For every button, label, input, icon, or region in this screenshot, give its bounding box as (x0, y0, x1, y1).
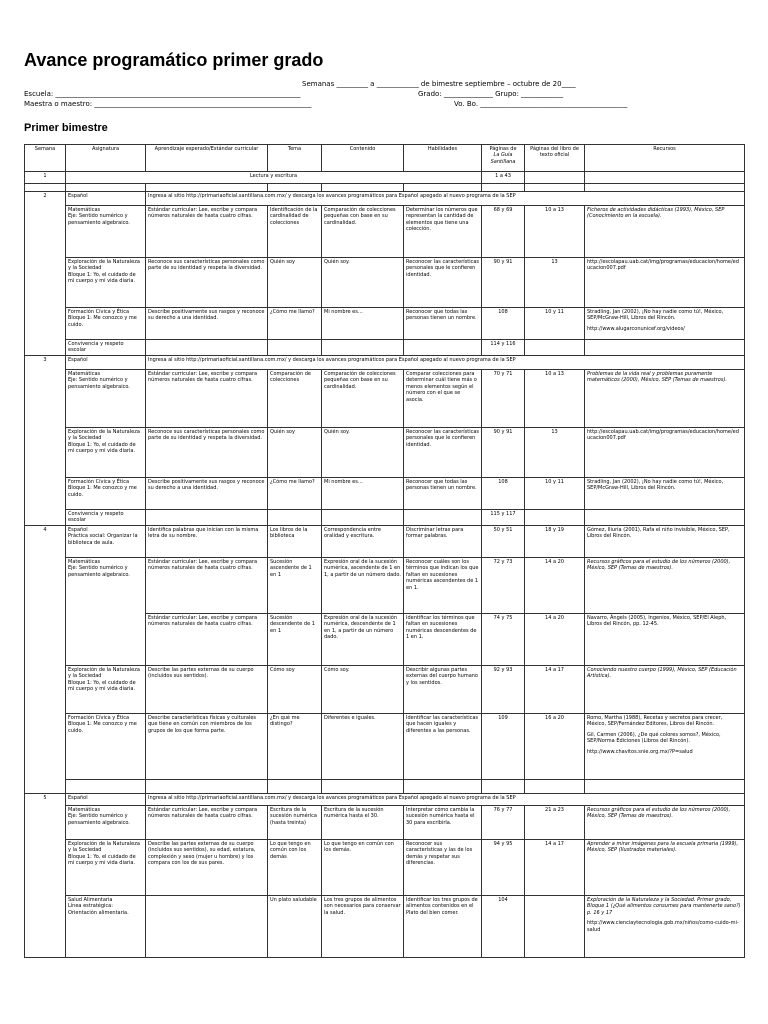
pag-libro-cell: 13 (525, 428, 585, 478)
ingresa-cell: Ingresa al sitio http://primariaoficial.santillana.com.mx/ y descarga los avances programáticos para Español apegado al nuevo programa de la SEP (146, 794, 745, 806)
recursos-cell: Aprender a mirar imágenes para la escuela primaria (1999), México, SEP (Ilustrados materiales). (585, 840, 745, 896)
col-semana: Semana (25, 145, 66, 172)
recursos-cell (585, 308, 745, 340)
col-paginas-guia: Páginas de La Guía Santillana (482, 145, 525, 172)
asignatura-cell: Salud Alimentaria Línea estratégica: Orientación alimentaria. (66, 896, 146, 958)
habilidades-cell: Reconocer que todas las personas tienen un nombre. (404, 308, 482, 340)
semana-cell: 4 (25, 526, 66, 794)
pag-guia-cell: 1 a 43 (482, 172, 525, 184)
aprendizaje-cell: Estándar curricular: Lee, escribe y compara números naturales de hasta cuatro cifras. (146, 558, 268, 614)
semana-cell: 2 (25, 192, 66, 356)
maestro-line: Maestra o maestro: ______________________________________________________________ (24, 100, 312, 108)
pag-libro-cell: 21 a 23 (525, 806, 585, 840)
col-contenido: Contenido (322, 145, 404, 172)
habilidades-cell: Reconocer las características personales que le confieren identidad. (404, 258, 482, 308)
asignatura-cell: Español (66, 794, 146, 806)
table-row (25, 896, 745, 958)
contenido-cell: Expresión oral de la sucesión numérica, ascendente de 1 en 1, a partir de un número dado. (322, 558, 404, 614)
table-row (25, 192, 745, 206)
pag-guia-cell: 115 y 117 (482, 510, 525, 526)
asignatura-cell: Convivencia y respeto escolar (66, 510, 146, 526)
pag-libro-cell: 10 a 13 (525, 370, 585, 428)
aprendizaje-cell: Identifica palabras que inician con la misma letra de su nombre. (146, 526, 268, 558)
asignatura-cell: Exploración de la Naturaleza y la Sociedad Bloque 1: Yo, el cuidado de mi cuerpo y mi vida diaria. (66, 428, 146, 478)
tema-cell: Identificación de la cardinalidad de colecciones (268, 206, 322, 258)
pag-guia-cell: 76 y 77 (482, 806, 525, 840)
asignatura-cell: Exploración de la Naturaleza y la Sociedad Bloque 1: Yo, el cuidado de mi cuerpo y mi vida diaria. (66, 840, 146, 896)
asignatura-cell: Formación Cívica y Ética Bloque 1: Me conozco y me cuido. (66, 714, 146, 780)
table-row (25, 558, 745, 614)
table-row (25, 840, 745, 896)
asignatura-cell: Convivencia y respeto escolar (66, 340, 146, 356)
pag-guia-cell: 92 y 93 (482, 666, 525, 714)
pag-guia-cell: 94 y 95 (482, 840, 525, 896)
vobo-line: Vo. Bo. __________________________________________ (454, 100, 628, 108)
contenido-cell: Mi nombre es… (322, 308, 404, 340)
pag-libro-cell: 18 y 19 (525, 526, 585, 558)
tema-cell: Escritura de la sucesión numérica (hasta treinta) (268, 806, 322, 840)
table-row (25, 526, 745, 558)
habilidades-cell: Determinar los números que representan la cantidad de elementos que tiene una colección. (404, 206, 482, 258)
habilidades-cell: Reconocer cuáles son los términos que indican los que faltan en sucesiones numéricas ascendentes de 1 en 1. (404, 558, 482, 614)
pag-libro-cell: 14 a 17 (525, 840, 585, 896)
recursos-cell (585, 896, 745, 958)
aprendizaje-cell: Describe características físicas y culturales que tiene en común con miembros de los grupos de los que forma parte. (146, 714, 268, 780)
recursos-cell: Conociendo nuestro cuerpo (1999), México, SEP (Educación Artística). (585, 666, 745, 714)
section-title: Primer bimestre (24, 122, 108, 134)
table-row (25, 206, 745, 258)
tema-cell: Sucesión ascendente de 1 en 1 (268, 558, 322, 614)
asignatura-cell: Matemáticas Eje: Sentido numérico y pensamiento algebraico. (66, 806, 146, 840)
grado-grupo-line: Grado: ______________ Grupo: ____________ (418, 90, 564, 98)
tema-cell: Comparación de colecciones (268, 370, 322, 428)
recursos-cell: Problemas de la vida real y problemas puramente matemáticos (2000), México, SEP (Temas de maestros). (585, 370, 745, 428)
recurso-text: Stradling, Jan (2002), ¡No hay nadie como tú!, México, SEP/McGraw-Hill, Libros del Rincón. (587, 309, 724, 322)
col-tema: Tema (268, 145, 322, 172)
tema-cell: Lo que tengo en común con los demás (268, 840, 322, 896)
table-row (25, 370, 745, 428)
asignatura-cell: Matemáticas Eje: Sentido numérico y pensamiento algebraico. (66, 206, 146, 258)
recursos-cell: Navarro, Ángels (2005), Ingenios, México, SEP/El Aleph, Libros del Rincón, pp. 12-45. (585, 614, 745, 666)
habilidades-cell: Identificar los tres grupos de alimentos contenidos en el Plato del bien comer. (404, 896, 482, 958)
pag-guia-cell: 90 y 91 (482, 258, 525, 308)
tema-cell: ¿Cómo me llamo? (268, 308, 322, 340)
table-row (25, 806, 745, 840)
recursos-cell: Ficheros de actividades didácticas (1993), México, SEP (Conocimiento en la escuela). (585, 206, 745, 258)
recursos-cell: Recursos gráficos para el estudio de los números (2000), México, SEP (Temas de maestros). (585, 806, 745, 840)
habilidades-cell: Identificar las características que hacen iguales y diferentes a las personas. (404, 714, 482, 780)
pag-libro-cell: 10 y 11 (525, 308, 585, 340)
aprendizaje-cell: Estándar curricular: Lee, escribe y compara números naturales de hasta cuatro cifras. (146, 614, 268, 666)
recursos-cell: Recursos gráficos para el estudio de los números (2000), México, SEP (Temas de maestros). (585, 558, 745, 614)
tema-cell: ¿Cómo me llamo? (268, 478, 322, 510)
asignatura-cell: Matemáticas Eje: Sentido numérico y pensamiento algebraico. (66, 558, 146, 666)
asignatura-cell: Español Práctica social: Organizar la biblioteca de aula. (66, 526, 146, 558)
recursos-cell: http://escolapau.uab.cat/img/programas/educacion/home/educacion007.pdf (585, 428, 745, 478)
habilidades-cell: Reconocer las características personales que le confieren identidad. (404, 428, 482, 478)
pag-guia-cell: 90 y 91 (482, 428, 525, 478)
contenido-cell: Mi nombre es… (322, 478, 404, 510)
asignatura-cell: Español (66, 356, 146, 370)
contenido-cell: Lo que tengo en común con los demás. (322, 840, 404, 896)
aprendizaje-cell: Describe las partes externas de su cuerpo (incluidos sus sentidos), su edad, estatura, complexión y sexo (mujer u hombre) y los compara con los de sus pares. (146, 840, 268, 896)
pag-guia-cell: 108 (482, 308, 525, 340)
pag-guia-cell: 72 y 73 (482, 558, 525, 614)
pag-libro-cell: 14 a 20 (525, 558, 585, 614)
table-row (25, 340, 745, 356)
tema-cell: Un plato saludable (268, 896, 322, 958)
table-row (25, 258, 745, 308)
recurso-text: Romo, Martha (1988), Recetas y secretos para crecer, México, SEP/Fernández Editores, Libros del Rincón. (587, 715, 723, 728)
col-asignatura: Asignatura (66, 145, 146, 172)
col-recursos: Recursos (585, 145, 745, 172)
habilidades-cell: Interpretar cómo cambia la sucesión numérica hasta el 30 para escribirla. (404, 806, 482, 840)
aprendizaje-cell: Reconoce sus características personales como parte de su identidad y respeta la diversidad. (146, 258, 268, 308)
asignatura-cell: Exploración de la Naturaleza y la Sociedad Bloque 1: Yo, el cuidado de mi cuerpo y mi vida diaria. (66, 666, 146, 714)
recurso-link[interactable]: http://www.chavitos.snie.org.mx/?P=salud (587, 748, 693, 755)
pag-guia-cell: 108 (482, 478, 525, 510)
pag-guia-cell: 68 y 69 (482, 206, 525, 258)
table-row (25, 172, 745, 184)
recurso-text: Gil, Carmen (2006), ¿De qué colores somos?, México, SEP/Norma Ediciones (Libros del Rincón). (587, 731, 721, 745)
aprendizaje-cell: Describe positivamente sus rasgos y reconoce su derecho a una identidad. (146, 308, 268, 340)
aprendizaje-cell: Estándar curricular: Lee, escribe y compara números naturales de hasta cuatro cifras. (146, 806, 268, 840)
col-aprendizaje: Aprendizaje esperado/Estándar curricular (146, 145, 268, 172)
contenido-cell: Diferentes e iguales. (322, 714, 404, 780)
contenido-cell: Comparación de colecciones pequeñas con base en su cardinalidad. (322, 206, 404, 258)
contenido-cell: Cómo soy. (322, 666, 404, 714)
tema-cell: Sucesión descendente de 1 en 1 (268, 614, 322, 666)
pag-guia-cell: 70 y 71 (482, 370, 525, 428)
page-title: Avance programático primer grado (24, 50, 324, 70)
recursos-cell: http://escolapau.uab.cat/img/programas/educacion/home/educacion007.pdf (585, 258, 745, 308)
pag-guia-cell: 50 y 51 (482, 526, 525, 558)
pag-guia-cell: 109 (482, 714, 525, 780)
pag-libro-cell: 10 a 13 (525, 206, 585, 258)
habilidades-cell: Describir algunas partes externas del cuerpo humano y los sentidos. (404, 666, 482, 714)
asignatura-cell: Formación Cívica y Ética Bloque 1: Me conozco y me cuido. (66, 308, 146, 340)
ingresa-cell: Ingresa al sitio http://primariaoficial.santillana.com.mx/ y descarga los avances programáticos para Español apegado al nuevo programa de la SEP (146, 356, 745, 370)
table-row (25, 478, 745, 510)
contenido-cell: Correspondencia entre oralidad y escritura. (322, 526, 404, 558)
recursos-cell: Gómez, Iliuria (2001), Rafa el niño invisible, México, SEP, Libros del Rincón. (585, 526, 745, 558)
contenido-cell: Escritura de la sucesión numérica hasta el 30. (322, 806, 404, 840)
aprendizaje-cell: Reconoce sus características personales como parte de su identidad y respeta la diversidad. (146, 428, 268, 478)
table-row (25, 714, 745, 780)
semanas-line: Semanas _________ a ____________ de bimestre septiembre – octubre de 20____ (302, 80, 576, 88)
recurso-link[interactable]: http://www.alugarconunicef.org/videos/ (587, 325, 685, 332)
table-row (25, 666, 745, 714)
escuela-line: Escuela: ______________________________________________________________________ (24, 90, 301, 98)
contenido-cell: Expresión oral de la sucesión numérica, descendente de 1 en 1, a partir de un número dado. (322, 614, 404, 666)
tema-cell: Quién soy (268, 258, 322, 308)
habilidades-cell: Identificar los términos que faltan en sucesiones numéricas descendentes de 1 en 1. (404, 614, 482, 666)
recursos-cell: Stradling, Jan (2002), ¡No hay nadie como tú!, México, SEP/McGraw-Hill, Libros del Rincón. (585, 478, 745, 510)
ingresa-cell: Ingresa al sitio http://primariaoficial.santillana.com.mx/ y descarga los avances programáticos para Español apegado al nuevo programa de la SEP (146, 192, 745, 206)
semana-cell: 1 (25, 172, 66, 184)
table-row (25, 428, 745, 478)
col-paginas-libro: Páginas del libro de texto oficial (525, 145, 585, 172)
aprendizaje-cell: Describe positivamente sus rasgos y reconoce su derecho a una identidad. (146, 478, 268, 510)
habilidades-cell: Comparar colecciones para determinar cuál tiene más o menos elementos según el número con el que se asocia. (404, 370, 482, 428)
program-table (24, 144, 745, 958)
pag-libro-cell: 10 y 11 (525, 478, 585, 510)
aprendizaje-cell: Estándar curricular: Lee, escribe y compara números naturales de hasta cuatro cifras. (146, 206, 268, 258)
pag-libro-cell: 14 a 20 (525, 614, 585, 666)
habilidades-cell: Reconocer sus características y las de los demás y respetar sus diferencias. (404, 840, 482, 896)
habilidades-cell: Discriminar letras para formar palabras. (404, 526, 482, 558)
pag-libro-cell: 16 a 20 (525, 714, 585, 780)
semana-cell: 5 (25, 794, 66, 958)
table-row (25, 510, 745, 526)
pag-guia-cell: 104 (482, 896, 525, 958)
tema-cell: ¿En qué me distingo? (268, 714, 322, 780)
table-row (25, 308, 745, 340)
contenido-cell: Los tres grupos de alimentos son necesarios para conservar la salud. (322, 896, 404, 958)
tema-cell: Los libros de la biblioteca (268, 526, 322, 558)
recurso-link[interactable]: http://www.cienciaytecnologia.gob.mx/niños/como-cuido-mi-salud (587, 920, 739, 933)
tema-cell: Cómo soy (268, 666, 322, 714)
aprendizaje-cell: Describe las partes externas de su cuerpo (incluidos sus sentidos). (146, 666, 268, 714)
pag-guia-cell: 74 y 75 (482, 614, 525, 666)
contenido-cell: Quién soy. (322, 428, 404, 478)
col-habilidades: Habilidades (404, 145, 482, 172)
asignatura-cell: Formación Cívica y Ética Bloque 1: Me conozco y me cuido. (66, 478, 146, 510)
semana-cell: 3 (25, 356, 66, 526)
aprendizaje-cell: Estándar curricular: Lee, escribe y compara números naturales de hasta cuatro cifras. (146, 370, 268, 428)
table-row (25, 356, 745, 370)
lectura-cell: Lectura y escritura (66, 172, 482, 184)
recurso-text: Exploración de la Naturaleza y la Sociedad. Primer grado, Bloque 1 (¿Qué alimentos consumes para mantenerte sano?) p. 16 y 17 (587, 897, 741, 916)
contenido-cell: Quién soy. (322, 258, 404, 308)
asignatura-cell: Matemáticas Eje: Sentido numérico y pensamiento algebraico. (66, 370, 146, 428)
pag-libro-cell: 13 (525, 258, 585, 308)
asignatura-cell: Exploración de la Naturaleza y la Sociedad Bloque 1: Yo, el cuidado de mi cuerpo y mi vida diaria. (66, 258, 146, 308)
table-row (25, 794, 745, 806)
habilidades-cell: Reconocer que todas las personas tienen un nombre. (404, 478, 482, 510)
header-row (25, 145, 745, 172)
recursos-cell (585, 714, 745, 780)
contenido-cell: Comparación de colecciones pequeñas con base en su cardinalidad. (322, 370, 404, 428)
tema-cell: Quién soy (268, 428, 322, 478)
asignatura-cell: Español (66, 192, 146, 206)
pag-guia-cell: 114 y 116 (482, 340, 525, 356)
pag-libro-cell: 14 a 17 (525, 666, 585, 714)
